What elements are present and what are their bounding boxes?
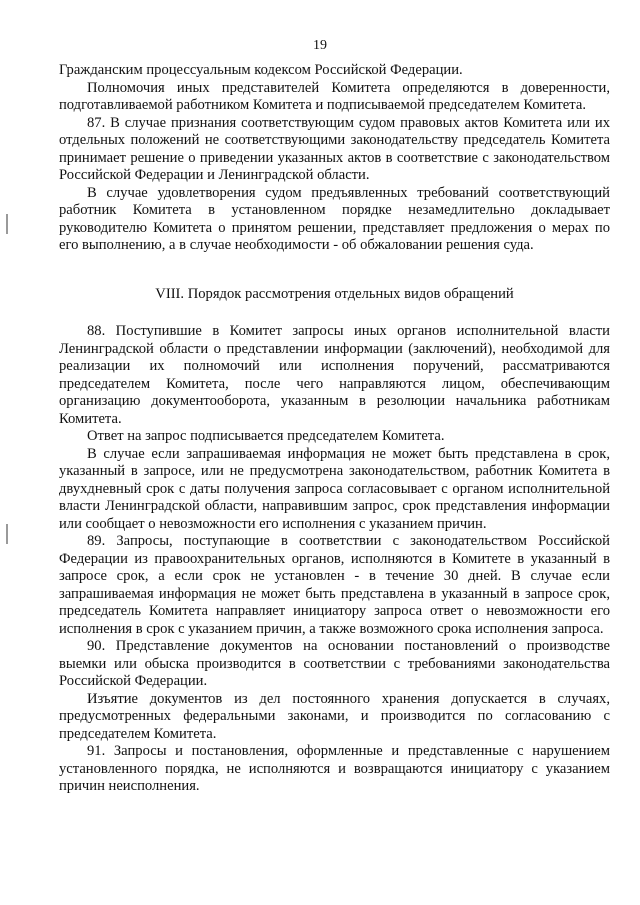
scan-margin-mark (6, 214, 8, 234)
scan-margin-mark (6, 524, 8, 544)
paragraph: 89. Запросы, поступающие в соответствии с законодательством Российской Федерации из правоохранительных органов, исполняются в Комитете в указанный в запросе срок, а если срок не установлен - в течение 30 дней. В случае если запрашиваемая информация не может быть представлена в указанный в запросе срок, председатель Комитета направляет инициатору запроса ответ о невозможности его исполнения в срок с указанием причин, а также возможного срока исполнения запроса. (59, 533, 610, 637)
paragraph: 88. Поступившие в Комитет запросы иных органов исполнительной власти Ленинградской области о представлении информации (заключений), необходимой для реализации их полномочий или исполнения поручений, рассматриваются председателем Комитета, после чего направляются лицом, обеспечивающим организацию документооборота, указанным в резолюции начальника работникам Комитета. (59, 323, 610, 427)
paragraph: 90. Представление документов на основании постановлений о производстве выемки или обыска производится в соответствии с требованиями законодательства Российской Федерации. (59, 638, 610, 689)
paragraph: 91. Запросы и постановления, оформленные и представленные с нарушением установленного порядка, не исполняются и возвращаются инициатору с указанием причин неисполнения. (59, 743, 610, 794)
paragraph: Полномочия иных представителей Комитета определяются в доверенности, подготавливаемой работником Комитета и подписываемой председателем Комитета. (59, 79, 610, 113)
paragraph: В случае если запрашиваемая информация не может быть представлена в срок, указанный в запросе, или не предусмотрена законодательством, работник Комитета в двухдневный срок с даты получения запроса согласовывает с органом исполнительной власти Ленинградской области, направившим запрос, срок представления информации или сообщает о невозможности его исполнения с указанием причин. (59, 445, 610, 532)
paragraph: 87. В случае признания соответствующим судом правовых актов Комитета или их отдельных положений не соответствующими законодательству председатель Комитета принимает решение о приведении указанных актов в соответствие с законодательством Российской Федерации и Ленинградской области. (59, 114, 610, 183)
paragraph: Ответ на запрос подписывается председателем Комитета. (87, 428, 445, 444)
section-heading: VIII. Порядок рассмотрения отдельных видов обращений (155, 285, 514, 302)
document-body (59, 62, 610, 796)
paragraph: В случае удовлетворения судом предъявленных требований соответствующий работник Комитета в установленном порядке незамедлительно докладывает руководителю Комитета о принятом решении, представляет предложения о мерах по его выполнению, а в случае необходимости - об обжаловании решения суда. (59, 184, 610, 253)
paragraph: Изъятие документов из дел постоянного хранения допускается в случаях, предусмотренных федеральными законами, и производится по согласованию с председателем Комитета. (59, 690, 610, 742)
paragraph: Гражданским процессуальным кодексом Российской Федерации. (59, 62, 463, 78)
page-number: 19 (313, 38, 327, 53)
